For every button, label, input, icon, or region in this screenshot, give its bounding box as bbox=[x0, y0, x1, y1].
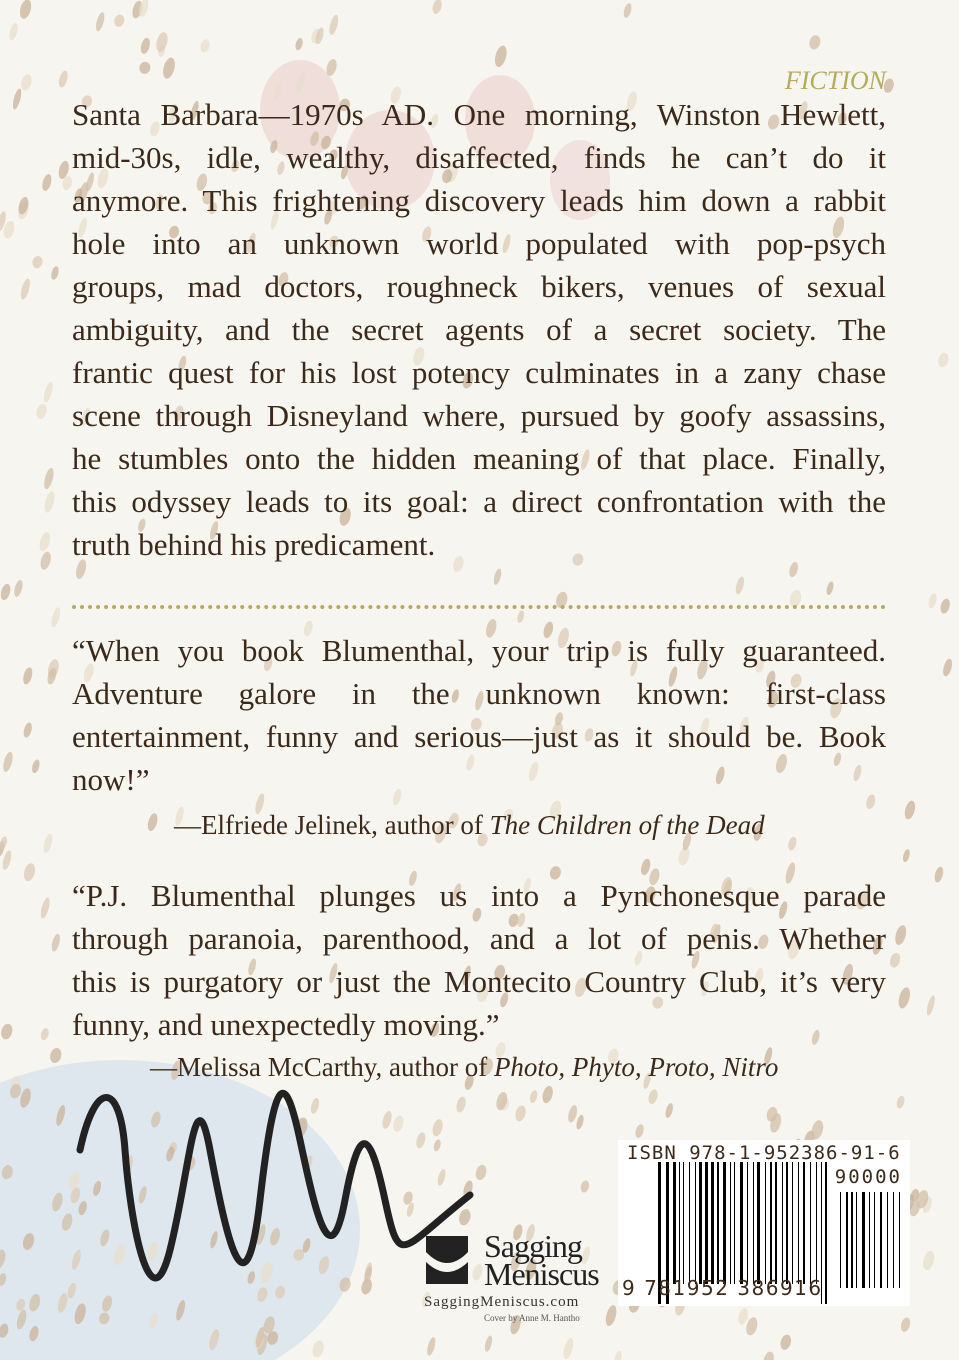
barcode-bar bbox=[874, 1192, 875, 1288]
decorative-dot bbox=[529, 1089, 539, 1103]
barcode-bar bbox=[893, 1192, 894, 1288]
text-line: through paranoia, parenthood, and a lot of penis. Whether bbox=[72, 921, 886, 956]
attribution-author: —Melissa McCarthy, author of bbox=[150, 1052, 494, 1082]
decorative-dot bbox=[57, 70, 69, 89]
attribution-author: —Elfriede Jelinek, author of bbox=[174, 810, 490, 840]
decorative-dot bbox=[199, 38, 211, 53]
isbn-barcode bbox=[618, 1140, 910, 1306]
decorative-dot bbox=[433, 1139, 442, 1152]
decorative-dot bbox=[309, 1097, 320, 1114]
decorative-dot bbox=[787, 836, 798, 852]
decorative-dot bbox=[22, 666, 34, 685]
decorative-dot bbox=[493, 44, 509, 68]
barcode-bar bbox=[803, 1162, 805, 1284]
decorative-dot bbox=[0, 1022, 14, 1040]
book-description bbox=[72, 93, 886, 566]
attribution-work: Photo, Phyto, Proto, Nitro bbox=[493, 1052, 779, 1082]
decorative-dot bbox=[42, 467, 55, 490]
decorative-dot bbox=[161, 56, 177, 80]
barcode-bar bbox=[798, 1162, 799, 1284]
text-line: this odyssey leads to its goal: a direct confrontation with the bbox=[72, 484, 886, 519]
decorative-dot bbox=[612, 1350, 623, 1360]
barcode-bar bbox=[880, 1192, 882, 1288]
barcode-bar bbox=[730, 1162, 731, 1284]
text-line: ambiguity, and the secret agents of a secret society. The bbox=[72, 312, 886, 347]
barcode-bar bbox=[899, 1192, 900, 1288]
decorative-dot bbox=[392, 1114, 406, 1133]
text-line: now!” bbox=[72, 762, 150, 797]
decorative-dot bbox=[0, 583, 12, 601]
dotted-divider bbox=[72, 605, 886, 609]
text-line: he stumbles onto the hidden meaning of that place. Finally, bbox=[72, 441, 886, 476]
decorative-dot bbox=[897, 986, 912, 1010]
publisher-url: SaggingMeniscus.com bbox=[424, 1294, 580, 1310]
decorative-dot bbox=[566, 1104, 578, 1123]
barcode-bar bbox=[711, 1162, 714, 1284]
barcode-bar bbox=[840, 1192, 841, 1288]
review-quote-2 bbox=[72, 874, 886, 1046]
decorative-dot bbox=[664, 1102, 674, 1118]
price-code: 90000 bbox=[834, 1166, 902, 1188]
decorative-dot bbox=[40, 1027, 50, 1041]
barcode-bar bbox=[753, 1162, 754, 1284]
decorative-dot bbox=[18, 0, 33, 20]
decorative-dot bbox=[139, 37, 151, 55]
decorative-dot bbox=[895, 1095, 905, 1109]
decorative-dot bbox=[541, 1085, 555, 1105]
decorative-dot bbox=[50, 933, 61, 952]
decorative-dot bbox=[483, 1335, 493, 1353]
decorative-dot bbox=[474, 1164, 488, 1182]
decorative-dot bbox=[426, 1336, 437, 1356]
decorative-dot bbox=[146, 812, 159, 832]
decorative-dot bbox=[902, 848, 911, 862]
barcode-bar bbox=[770, 1162, 772, 1284]
decorative-dot bbox=[31, 255, 44, 270]
decorative-dot bbox=[19, 278, 32, 301]
decorative-dot bbox=[49, 1047, 63, 1065]
barcode-bar bbox=[740, 1162, 743, 1284]
decorative-dot bbox=[50, 607, 62, 629]
decorative-dot bbox=[492, 568, 502, 586]
text-line: hole into an unknown world populated with pop-psych bbox=[72, 226, 886, 261]
decorative-dot bbox=[39, 897, 51, 920]
review-attribution-1 bbox=[174, 810, 765, 841]
text-line: Adventure galore in the unknown known: first-class bbox=[72, 676, 886, 711]
barcode-bar bbox=[887, 1192, 888, 1288]
barcode-bar bbox=[810, 1162, 811, 1284]
decorative-dot bbox=[575, 1114, 585, 1130]
text-line: mid-30s, idle, wealthy, disaffected, finds he can’t do it bbox=[72, 140, 886, 175]
barcode-bar bbox=[825, 1162, 827, 1304]
barcode-digits: 9 781952 386916 bbox=[622, 1276, 823, 1300]
text-line: anymore. This frightening discovery leads him down a rabbit bbox=[72, 183, 886, 218]
decorative-dot bbox=[888, 952, 901, 969]
decorative-dot bbox=[138, 61, 152, 76]
text-line: Santa Barbara—1970s AD. One morning, Winston Hewlett, bbox=[72, 97, 886, 132]
publisher-name: Meniscus bbox=[484, 1256, 599, 1292]
barcode-bar bbox=[862, 1192, 865, 1288]
decorative-dot bbox=[20, 73, 34, 92]
meniscus-logo-icon bbox=[426, 1236, 476, 1286]
decorative-dot bbox=[622, 2, 633, 18]
decorative-dot bbox=[41, 173, 53, 192]
barcode-bar bbox=[856, 1192, 857, 1288]
barcode-bar bbox=[869, 1192, 870, 1288]
barcode-bar bbox=[679, 1162, 680, 1284]
decorative-dot bbox=[311, 1339, 326, 1358]
decorative-dot bbox=[647, 1088, 659, 1105]
decorative-dot bbox=[604, 1304, 619, 1327]
decorative-dot bbox=[925, 995, 936, 1017]
decorative-dot bbox=[8, 22, 19, 41]
decorative-dot bbox=[431, 0, 443, 15]
decorative-dot bbox=[436, 1168, 447, 1186]
barcode-bar bbox=[792, 1162, 793, 1284]
barcode-bar bbox=[851, 1192, 853, 1288]
decorative-dot bbox=[31, 759, 41, 774]
decorative-dot bbox=[939, 598, 951, 615]
decorative-dot bbox=[514, 1104, 528, 1122]
barcode-bar bbox=[757, 1162, 760, 1284]
decorative-dot bbox=[921, 1250, 936, 1271]
barcode-bar bbox=[846, 1192, 848, 1288]
decorative-dot bbox=[941, 658, 953, 678]
decorative-dot bbox=[516, 610, 525, 624]
decorative-dot bbox=[457, 1208, 472, 1227]
text-line: truth behind his predicament. bbox=[72, 527, 436, 562]
genre-label: FICTION bbox=[784, 66, 886, 95]
decorative-dot bbox=[825, 581, 834, 596]
decorative-dot bbox=[42, 833, 54, 854]
decorative-dot bbox=[937, 352, 950, 369]
barcode-bar bbox=[775, 1162, 777, 1284]
text-line: “P.J. Blumenthal plunges us into a Pynchonesque parade bbox=[72, 878, 886, 913]
decorative-dot bbox=[294, 37, 304, 51]
decorative-dot bbox=[0, 836, 8, 850]
barcode-bar bbox=[723, 1162, 726, 1284]
decorative-dot bbox=[113, 13, 126, 27]
decorative-dot bbox=[455, 1096, 467, 1114]
decorative-dot bbox=[415, 1131, 427, 1149]
decorative-dot bbox=[11, 88, 23, 110]
decorative-dot bbox=[579, 1180, 590, 1194]
decorative-dot bbox=[22, 722, 33, 739]
decorative-dot bbox=[38, 531, 52, 552]
barcode-bar bbox=[782, 1162, 783, 1284]
cover-credit: Cover by Anne M. Hantho bbox=[484, 1313, 580, 1323]
decorative-dot bbox=[634, 1123, 645, 1138]
decorative-dot bbox=[431, 1118, 444, 1137]
decorative-dot bbox=[899, 1316, 911, 1332]
barcode-bar bbox=[695, 1162, 696, 1284]
decorative-dot bbox=[154, 31, 169, 53]
review-quote-1 bbox=[72, 629, 886, 801]
barcode-bar bbox=[699, 1162, 702, 1284]
text-line: this is purgatory or just the Montecito Country Club, it’s very bbox=[72, 964, 886, 999]
decorative-dot bbox=[13, 579, 24, 598]
decorative-dot bbox=[22, 862, 37, 882]
decorative-dot bbox=[94, 11, 106, 32]
decorative-dot bbox=[1, 751, 14, 773]
decorative-dot bbox=[903, 800, 917, 821]
barcode-bar bbox=[734, 1162, 735, 1284]
decorative-dot bbox=[381, 1110, 394, 1130]
decorative-dot bbox=[927, 592, 938, 609]
text-line: funny, and unexpectedly moving.” bbox=[72, 1007, 500, 1042]
decorative-dot bbox=[933, 866, 945, 884]
review-attribution-2 bbox=[150, 1052, 778, 1083]
decorative-dot bbox=[35, 403, 48, 420]
decorative-dot bbox=[328, 14, 340, 36]
barcode-bar bbox=[816, 1162, 817, 1284]
decorative-dot bbox=[50, 265, 60, 280]
barcode-bar bbox=[765, 1162, 766, 1284]
attribution-work: The Children of the Dead bbox=[489, 810, 765, 840]
decorative-dot bbox=[734, 576, 746, 596]
barcode-bar bbox=[673, 1162, 676, 1284]
isbn-label: ISBN 978-1-952386-91-6 bbox=[627, 1142, 901, 1164]
barcode-bar bbox=[717, 1162, 719, 1284]
decorative-dot bbox=[43, 490, 57, 513]
text-line: groups, mad doctors, roughneck bikers, venues of sexual bbox=[72, 269, 886, 304]
text-line: “When you book Blumenthal, your trip is fully guaranteed. bbox=[72, 633, 886, 668]
decorative-dot bbox=[762, 1350, 775, 1360]
barcode-bar bbox=[683, 1162, 684, 1284]
decorative-dot bbox=[893, 924, 908, 946]
decorative-dot bbox=[562, 1337, 575, 1360]
barcode-bar bbox=[786, 1162, 788, 1284]
publisher-name: Sagging bbox=[484, 1228, 582, 1264]
decorative-dot bbox=[808, 34, 822, 51]
barcode-bar bbox=[689, 1162, 690, 1284]
decorative-dot bbox=[779, 1333, 793, 1351]
text-line: scene through Disneyland where, pursued by goofy assassins, bbox=[72, 398, 886, 433]
barcode-bar bbox=[747, 1162, 748, 1284]
text-line: frantic quest for his lost potency culminates in a zany chase bbox=[72, 355, 886, 390]
barcode-bar bbox=[705, 1162, 708, 1284]
decorative-dot bbox=[42, 381, 54, 404]
decorative-dot bbox=[39, 551, 53, 571]
text-line: entertainment, funny and serious—just as it should be. Book bbox=[72, 719, 886, 754]
